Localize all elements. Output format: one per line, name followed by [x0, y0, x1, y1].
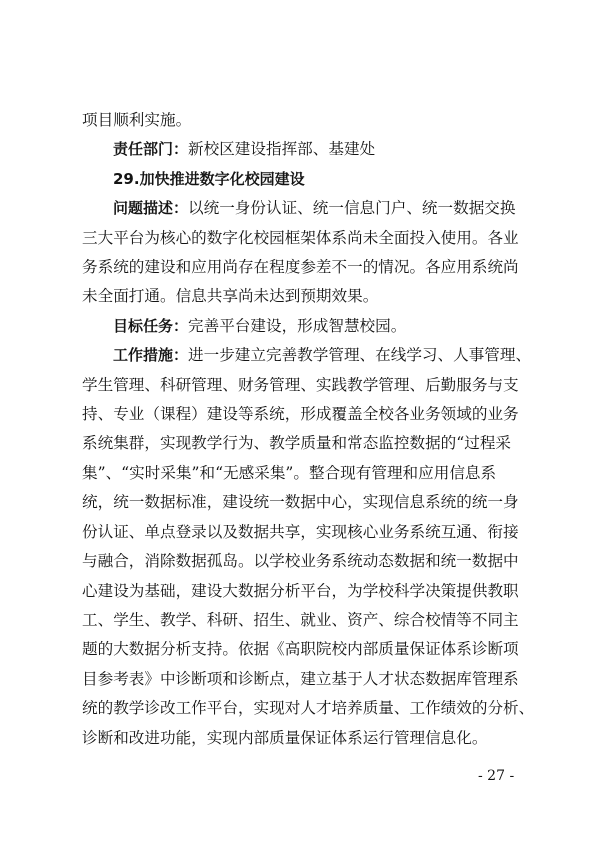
measures-line: 持、专业（课程）建设等系统，形成覆盖全校各业务领域的业务: [82, 405, 519, 424]
problem-line: [82, 194, 520, 223]
problem-line: 未全面打通。信息共享尚未达到预期效果。: [82, 287, 379, 306]
measures-line: 工、学生、教学、科研、招生、就业、资产、综合校情等不同主: [82, 610, 519, 629]
responsibility-text: 新校区建设指挥部、基建处: [188, 140, 376, 159]
measures-line: 系统集群，实现教学行为、教学质量和常态监控数据的“过程采: [82, 434, 512, 453]
measures-line: 诊断和改进功能，实现内部质量保证体系运行管理信息化。: [82, 728, 488, 747]
responsibility-label: 责任部门：: [113, 140, 189, 159]
problem-text: 以统一身份认证、统一信息门户、统一数据交换: [188, 199, 516, 218]
measures-line: 集”、“实时采集”和“无感采集”。整合现有管理和应用信息系: [82, 463, 497, 482]
measures-line: 心建设为基础，建设大数据分析平台，为学校科学决策提供教职: [82, 581, 519, 600]
problem-paragraph: [82, 194, 520, 312]
measures-line: 目参考表》中诊断项和诊断点，建立基于人才状态数据库管理系: [82, 669, 519, 688]
page-number: - 27 -: [478, 768, 515, 784]
problem-label: 问题描述：: [113, 199, 189, 218]
goal-paragraph: [82, 312, 520, 341]
continuation-text: 项目顺利实施。: [82, 111, 192, 129]
measures-line: 与融合，消除数据孤岛。以学校业务系统动态数据和统一数据中: [82, 552, 519, 571]
measures-line: 统的教学诊改工作平台，实现对人才培养质量、工作绩效的分析、: [82, 699, 535, 718]
measures-line: 题的大数据分析支持。依据《高职院校内部质量保证体系诊断项: [82, 640, 519, 659]
measures-text: 进一步建立完善教学管理、在线学习、人事管理、: [188, 346, 532, 365]
measures-line: [82, 341, 532, 370]
measures-line: 份认证、单点登录以及数据共享，实现核心业务系统互通、衔接: [82, 522, 519, 541]
goal-label: 目标任务：: [113, 316, 189, 335]
goal-text: 完善平台建设，形成智慧校园。: [188, 316, 407, 335]
measures-line: 学生管理、科研管理、财务管理、实践教学管理、后勤服务与支: [82, 375, 519, 394]
document-body: [82, 106, 535, 753]
responsibility-paragraph: [82, 135, 520, 164]
measures-paragraph: [82, 341, 535, 753]
measures-label: 工作措施：: [113, 346, 189, 365]
section-heading: 29.加快推进数字化校园建设: [113, 169, 305, 188]
problem-line: 三大平台为核心的数字化校园框架体系尚未全面投入使用。各业: [82, 228, 519, 247]
problem-line: 务系统的建设和应用尚存在程度参差不一的情况。各应用系统尚: [82, 258, 519, 277]
measures-line: 统，统一数据标准，建设统一数据中心，实现信息系统的统一身: [82, 493, 519, 512]
